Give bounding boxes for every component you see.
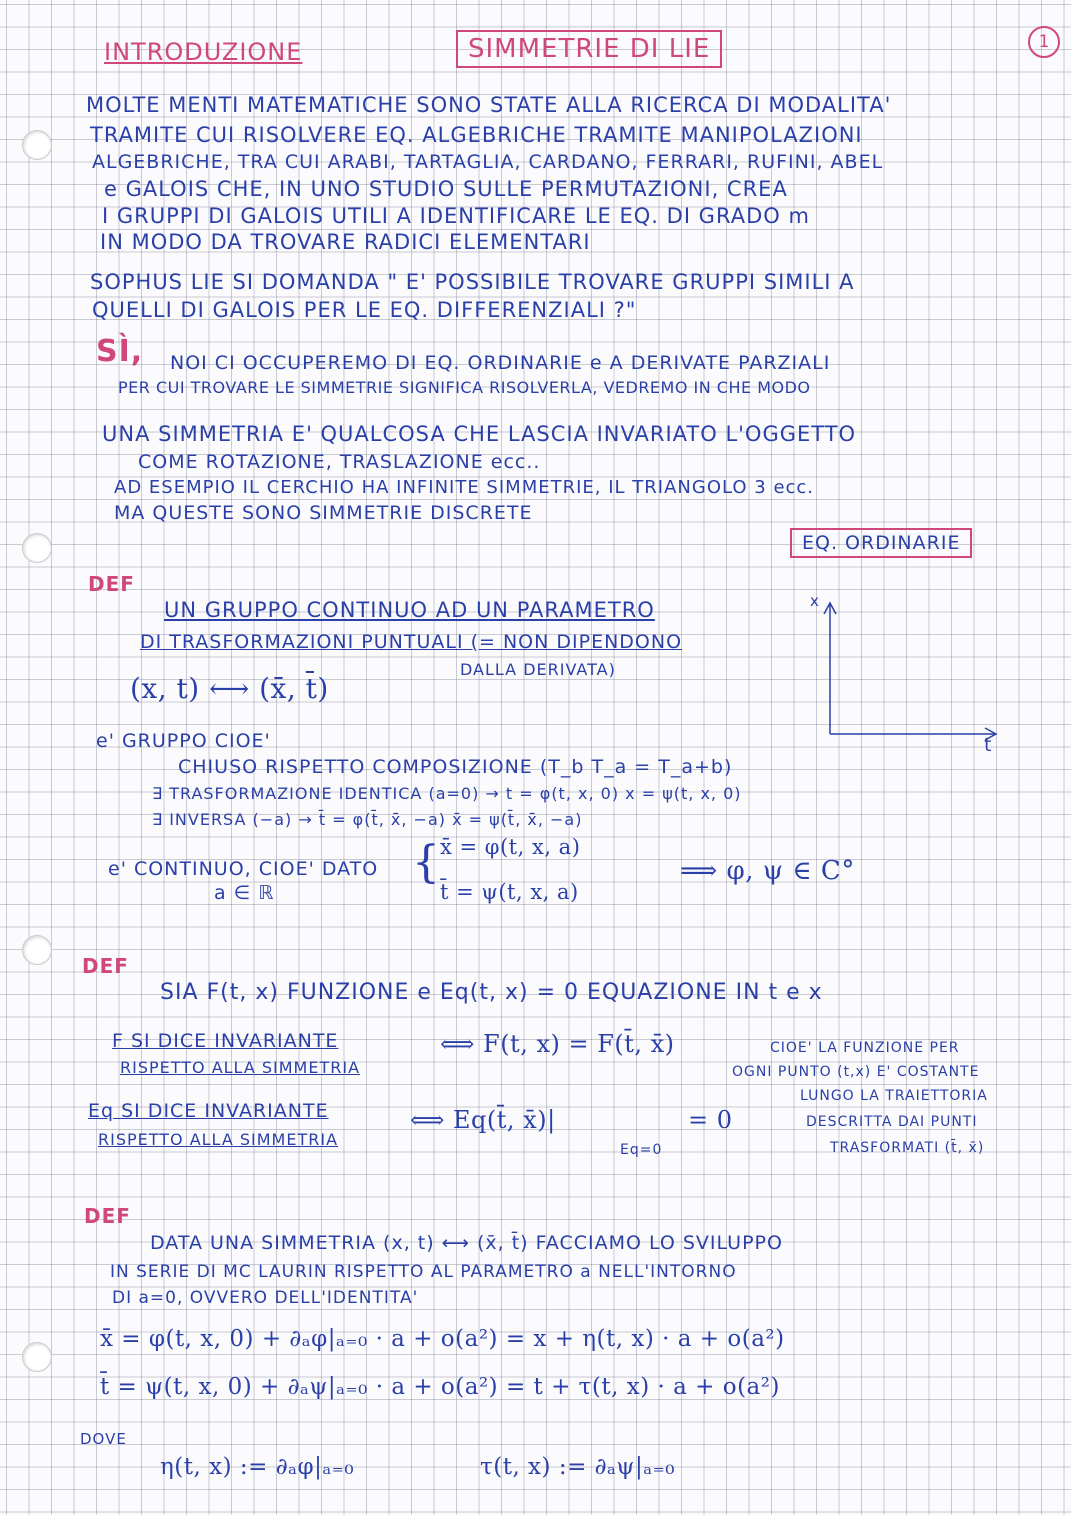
f-invariant-label: RISPETTO ALLA SIMMETRIA [120, 1058, 361, 1077]
def3-line: DATA UNA SIMMETRIA (x, t) ⟷ (x̄, t̄) FACCIAMO LO SVILUPPO [150, 1232, 783, 1254]
section-box-eq-ordinarie: EQ. ORDINARIE [790, 528, 972, 558]
symmetry-line: MA QUESTE SONO SIMMETRIE DISCRETE [114, 502, 533, 524]
intro-line: I GRUPPI DI GALOIS UTILI A IDENTIFICARE LE EQ. DI GRADO m [102, 204, 810, 228]
binder-hole [22, 130, 52, 160]
intro-line: ALGEBRICHE, TRA CUI ARABI, TARTAGLIA, CARDANO, FERRARI, RUFINI, ABEL [92, 151, 884, 173]
f-note: LUNGO LA TRAIETTORIA [800, 1088, 988, 1104]
group-prop: ∃ INVERSA (−a) → t̄ = φ(t̄, x̄, −a) x̄ = ψ(t̄, x̄, −a) [152, 810, 583, 829]
page-number: 1 [1028, 26, 1060, 58]
answer-line: PER CUI TROVARE LE SIMMETRIE SIGNIFICA RISOLVERLA, VEDREMO IN CHE MODO [118, 378, 811, 397]
def1-line: DALLA DERIVATA) [460, 660, 616, 679]
symmetry-line: AD ESEMPIO IL CERCHIO HA INFINITE SIMMETRIE, IL TRIANGOLO 3 ecc. [114, 477, 815, 498]
group-intro: e' GRUPPO CIOE' [96, 730, 271, 752]
tau-definition: τ(t, x) := ∂ₐψ|ₐ₌₀ [480, 1454, 675, 1480]
def3-line: IN SERIE DI MC LAURIN RISPETTO AL PARAMETRO a NELL'INTORNO [110, 1262, 737, 1282]
question-line: SOPHUS LIE SI DOMANDA " E' POSSIBILE TROVARE GRUPPI SIMILI A [90, 270, 855, 294]
def-label: DEF [82, 954, 129, 978]
symmetry-line: COME ROTAZIONE, TRASLAZIONE ecc.. [138, 451, 541, 473]
group-prop: CHIUSO RISPETTO COMPOSIZIONE (T_b T_a = T_a+b) [178, 756, 733, 778]
answer-line: NOI CI OCCUPEREMO DI EQ. ORDINARIE e A DERIVATE PARZIALI [170, 352, 831, 374]
intro-line: MOLTE MENTI MATEMATICHE SONO STATE ALLA RICERCA DI MODALITA' [86, 93, 892, 117]
def1-line: UN GRUPPO CONTINUO AD UN PARAMETRO [164, 598, 655, 622]
continuity-param: a ∈ ℝ [214, 882, 275, 904]
axis-label-x: x [810, 592, 820, 610]
continuity-eq: x̄ = φ(t, x, a) [440, 835, 581, 859]
binder-hole [22, 533, 52, 563]
continuity-label: e' CONTINUO, CIOE' DATO [108, 858, 379, 880]
expansion-x: x̄ = φ(t, x, 0) + ∂ₐφ|ₐ₌₀ · a + o(a²) = x + η(t, x) · a + o(a²) [100, 1326, 785, 1352]
binder-hole [22, 935, 52, 965]
f-note: OGNI PUNTO (t,x) E' COSTANTE [732, 1064, 980, 1080]
f-note: CIOE' LA FUNZIONE PER [770, 1040, 960, 1056]
expansion-t: t̄ = ψ(t, x, 0) + ∂ₐψ|ₐ₌₀ · a + o(a²) = t + τ(t, x) · a + o(a²) [100, 1374, 780, 1400]
def1-mapping: (x, t) ⟷ (x̄, t̄) [130, 672, 329, 705]
def1-line: DI TRASFORMAZIONI PUNTUALI (= NON DIPENDONO [140, 631, 683, 653]
f-note: TRASFORMATI (t̄, x̄) [830, 1140, 985, 1156]
eq-invariant-rhs: = 0 [688, 1106, 733, 1134]
question-line: QUELLI DI GALOIS PER LE EQ. DIFFERENZIALI ?" [92, 298, 637, 322]
symmetry-line: UNA SIMMETRIA E' QUALCOSA CHE LASCIA INVARIATO L'OGGETTO [102, 422, 857, 446]
coordinate-axes [820, 594, 1020, 754]
eq-invariant-label: RISPETTO ALLA SIMMETRIA [98, 1130, 339, 1149]
eta-definition: η(t, x) := ∂ₐφ|ₐ₌₀ [160, 1454, 355, 1480]
eq-invariant-label: Eq SI DICE INVARIANTE [88, 1100, 329, 1122]
f-invariant-eq: ⟺ F(t, x) = F(t̄, x̄) [440, 1030, 675, 1058]
brace: { [412, 837, 441, 888]
def-label: DEF [88, 572, 135, 596]
f-invariant-label: F SI DICE INVARIANTE [112, 1030, 339, 1052]
dove-label: DOVE [80, 1430, 127, 1448]
eq-invariant-eq: ⟺ Eq(t̄, x̄)| [410, 1106, 556, 1134]
continuity-result: ⟹ φ, ψ ∈ C° [680, 856, 855, 886]
answer-si: SÌ, [96, 334, 144, 369]
continuity-eq: t̄ = ψ(t, x, a) [440, 880, 579, 904]
intro-line: TRAMITE CUI RISOLVERE EQ. ALGEBRICHE TRAMITE MANIPOLAZIONI [90, 123, 863, 147]
f-note: DESCRITTA DAI PUNTI [806, 1114, 978, 1130]
def-label: DEF [84, 1204, 131, 1228]
binder-hole [22, 1342, 52, 1372]
intro-line: IN MODO DA TROVARE RADICI ELEMENTARI [100, 230, 591, 254]
def2-line: SIA F(t, x) FUNZIONE e Eq(t, x) = 0 EQUAZIONE IN t e x [160, 980, 823, 1005]
group-prop: ∃ TRASFORMAZIONE IDENTICA (a=0) → t = φ(t, x, 0) x = ψ(t, x, 0) [152, 784, 742, 803]
def3-line: DI a=0, OVVERO DELL'IDENTITA' [112, 1288, 419, 1308]
main-title: SIMMETRIE DI LIE [456, 30, 722, 68]
intro-title: INTRODUZIONE [104, 38, 303, 66]
intro-line: e GALOIS CHE, IN UNO STUDIO SULLE PERMUTAZIONI, CREA [104, 177, 788, 201]
axis-label-t: t [984, 734, 993, 756]
eq-invariant-sub: Eq=0 [620, 1142, 663, 1158]
